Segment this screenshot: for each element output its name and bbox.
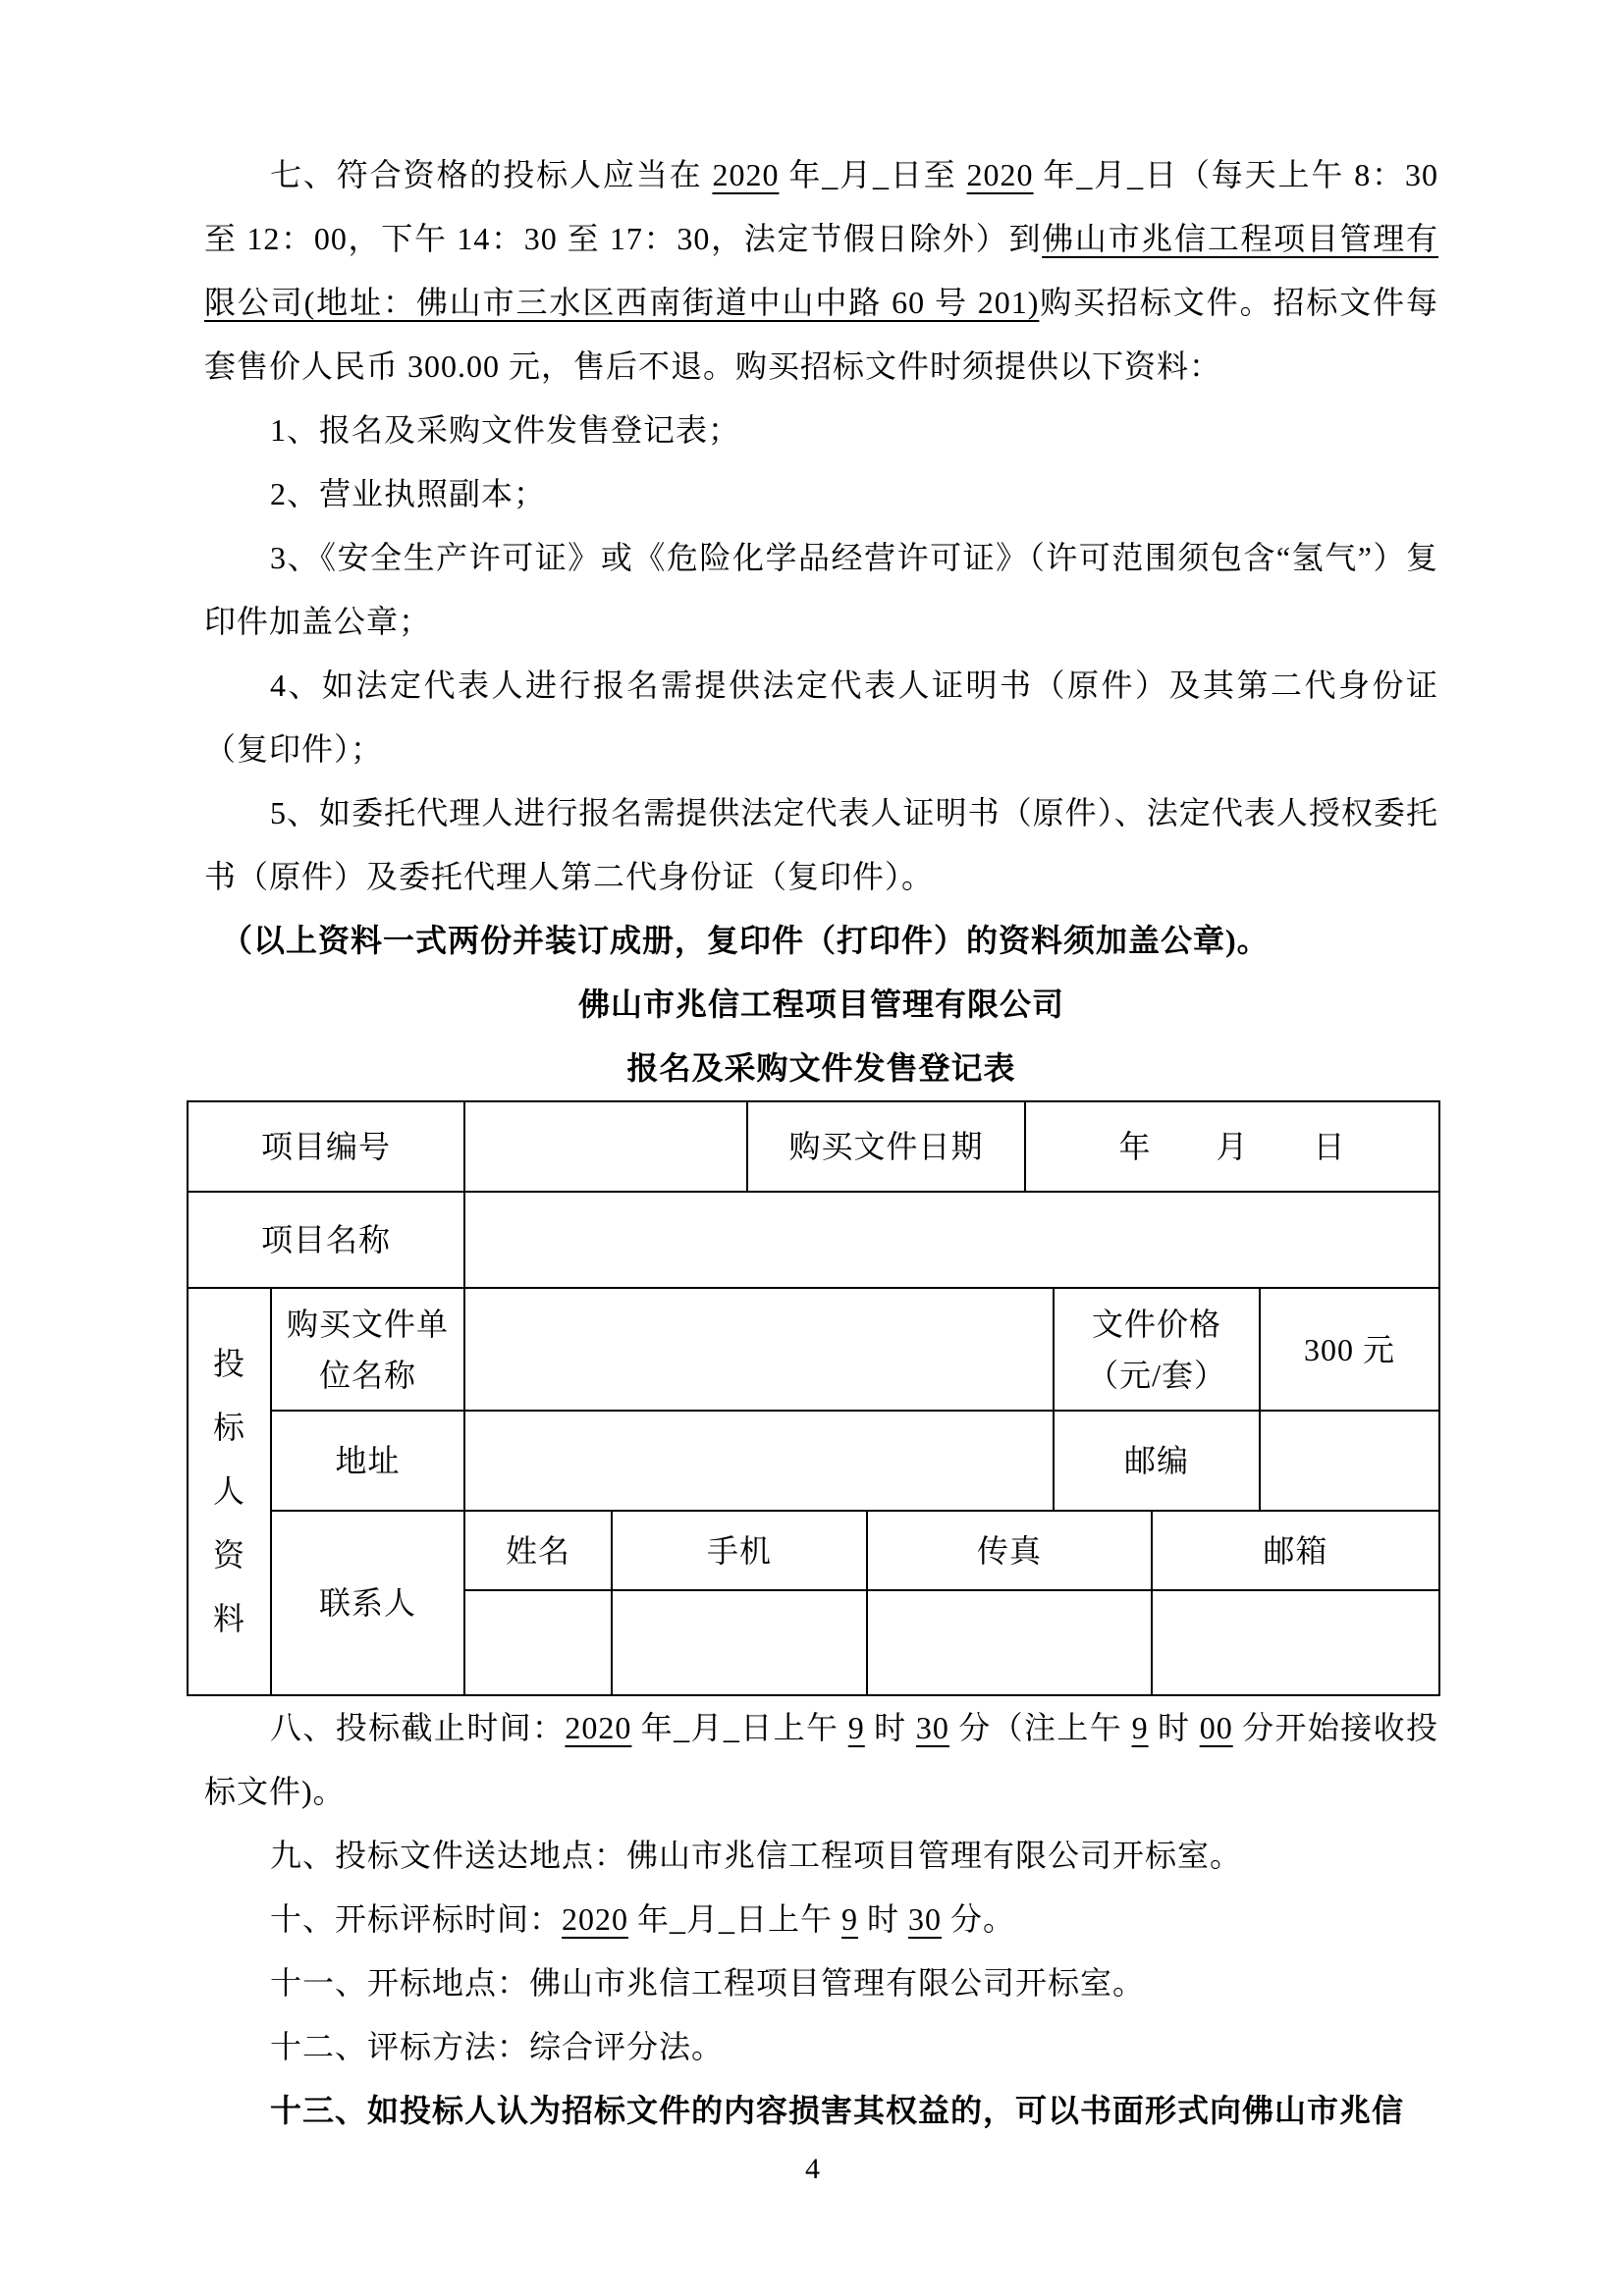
address-label: 地址 [271,1411,464,1511]
unit-name-value [464,1288,1054,1411]
list-item-2: 2、营业执照副本； [270,476,547,511]
postcode-label: 邮编 [1054,1411,1260,1511]
list-item-1: 1、报名及采购文件发售登记表； [270,412,741,448]
price-label [1054,1288,1260,1411]
paragraph-9-delivery-place: 九、投标文件送达地点：佛山市兆信工程项目管理有限公司开标室。 [270,1838,1243,1873]
section-top-paragraphs [204,143,1438,1100]
paragraph-7-purchase-info: 七、符合资格的投标人应当在 2020 年_月_日至 2020 年_月_日（每天上午 8：30 至 12：00，下午 14：30 至 17：30，法定节假日除外）到佛山市兆信工程项目管理有限公司(地址：佛山市三水区西南街道中山中路 60 号 201)购买招标文件。招标文件每套售价人民币 300.00 元，售后不退。购买招标文件时须提供以下资料： [204,157,1438,384]
project-name-label: 项目名称 [188,1192,464,1288]
contact-name-value [464,1590,612,1695]
contact-fax-value [867,1590,1152,1695]
paragraph-12-evaluation-method: 十二、评标方法：综合评分法。 [270,2029,725,2064]
project-no-value [464,1101,747,1192]
paragraph-10-opening-time: 十、开标评标时间：2020 年_月_日上午 9 时 30 分。 [270,1901,1016,1937]
company-title: 佛山市兆信工程项目管理有限公司 [577,987,1064,1022]
form-title: 报名及采购文件发售登记表 [626,1050,1016,1086]
price-label-line2: （元/套） [1087,1357,1226,1393]
registration-form-table [187,1100,1440,1696]
contact-mobile-header: 手机 [612,1511,867,1590]
bold-note: （以上资料一式两份并装订成册，复印件（打印件）的资料须加盖公章)。 [221,923,1270,958]
contact-email-header: 邮箱 [1152,1511,1439,1590]
contact-fax-header: 传真 [867,1511,1152,1590]
postcode-value [1260,1411,1439,1511]
address-value [464,1411,1054,1511]
purchase-date-label: 购买文件日期 [747,1101,1025,1192]
paragraph-8-deadline: 八、投标截止时间：2020 年_月_日上午 9 时 30 分（注上午 9 时 00 分开始接收投标文件)。 [204,1710,1438,1809]
contact-email-value [1152,1590,1439,1695]
project-name-value [464,1192,1439,1288]
contact-mobile-value [612,1590,867,1695]
purchase-date-value: 年 月 日 [1025,1101,1439,1192]
unit-name-label: 购买文件单位名称 [271,1288,464,1411]
page-number: 4 [805,2153,820,2185]
list-item-3: 3、《安全生产许可证》或《危险化学品经营许可证》（许可范围须包含“氢气”）复印件加盖公章； [204,540,1438,639]
list-item-5: 5、如委托代理人进行报名需提供法定代表人证明书（原件）、法定代表人授权委托书（原件）及委托代理人第二代身份证（复印件）。 [204,795,1438,894]
project-no-label: 项目编号 [188,1101,464,1192]
bidder-info-label: 投 标 人 资 料 [188,1288,271,1695]
price-label-line1: 文件价格 [1092,1306,1222,1342]
contact-name-header: 姓名 [464,1511,612,1590]
section-bottom-paragraphs [204,1696,1438,2143]
paragraph-13-objection: 十三、如投标人认为招标文件的内容损害其权益的，可以书面形式向佛山市兆信 [270,2093,1405,2128]
paragraph-11-opening-place: 十一、开标地点：佛山市兆信工程项目管理有限公司开标室。 [270,1965,1146,2001]
price-value: 300 元 [1260,1288,1439,1411]
list-item-4: 4、如法定代表人进行报名需提供法定代表人证明书（原件）及其第二代身份证（复印件）； [204,667,1438,767]
contact-label: 联系人 [271,1511,464,1695]
